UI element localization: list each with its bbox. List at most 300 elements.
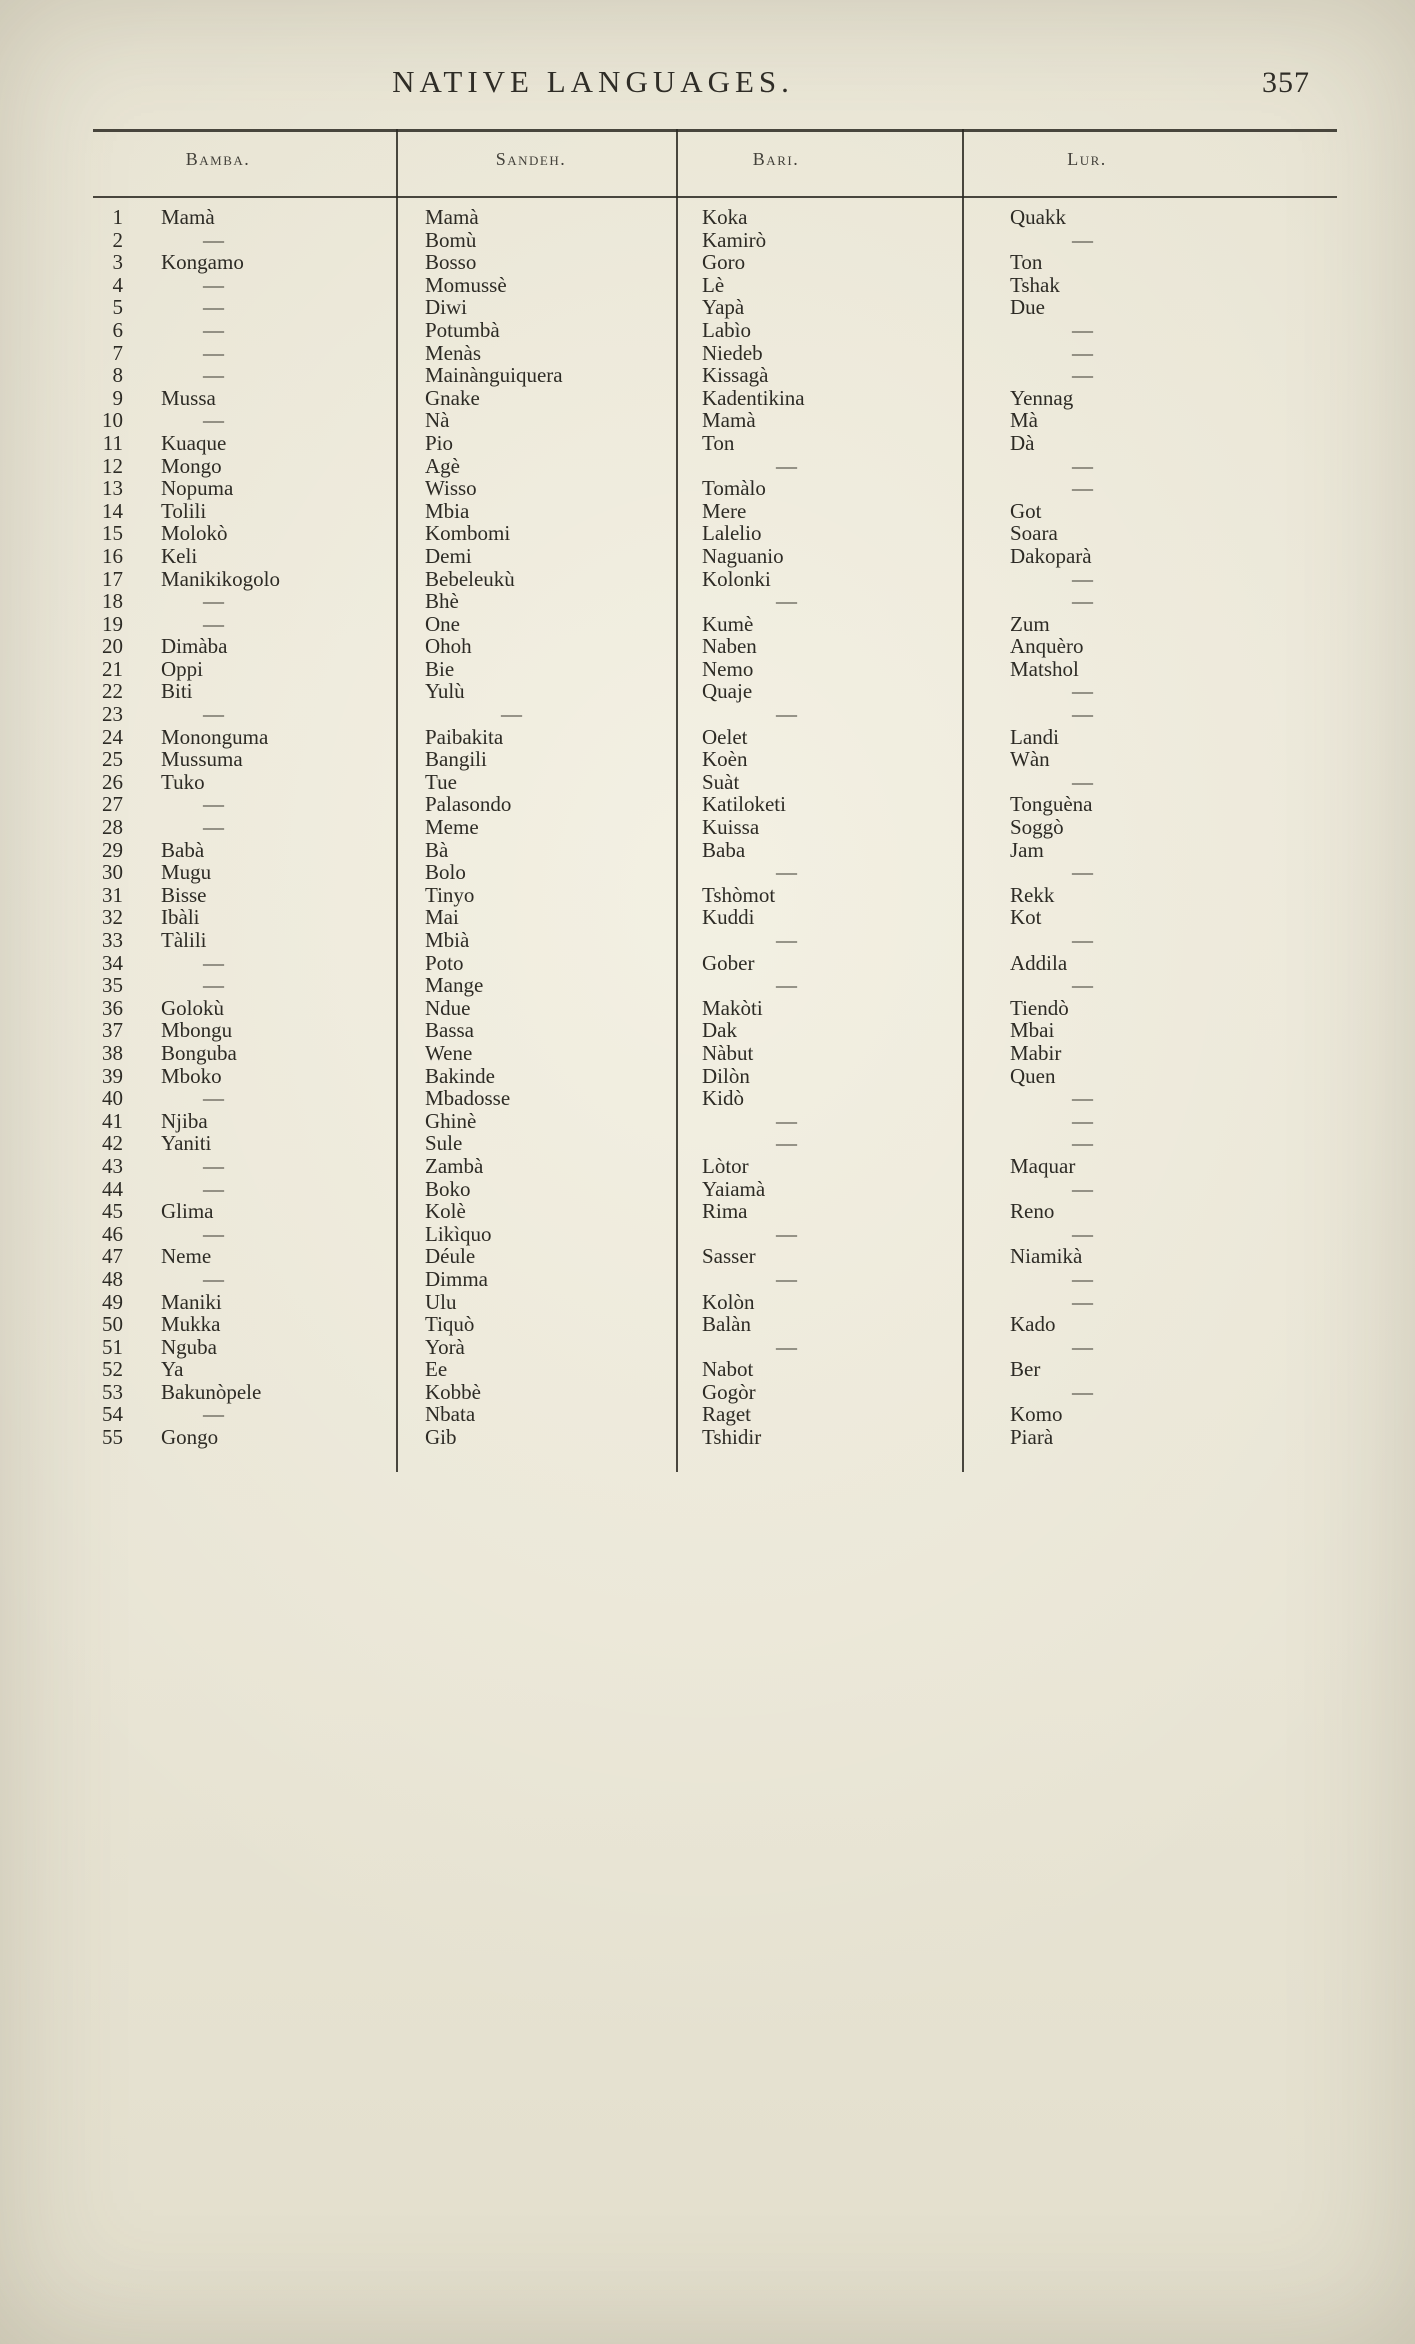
table-row: [93, 319, 1337, 342]
cell-lur: Soara: [1010, 521, 1058, 546]
cell-bari: —: [776, 1221, 797, 1246]
cell-bari: —: [776, 928, 797, 952]
cell-sandeh: Déule: [425, 1244, 476, 1269]
row-number: 37: [102, 1018, 123, 1043]
row-number: 20: [102, 634, 123, 659]
cell-bamba: Mbongu: [161, 1018, 233, 1043]
cell-bamba: Oppi: [161, 656, 203, 681]
column-header-bamba: Bamba.: [185, 149, 251, 169]
row-number: 35: [102, 973, 123, 998]
row-number: 27: [102, 792, 123, 817]
cell-bari: Quaje: [702, 679, 753, 704]
table-row: [93, 658, 1337, 681]
table-row: [93, 568, 1337, 591]
table-row: [93, 387, 1337, 410]
cell-sandeh: Wene: [425, 1040, 473, 1065]
table-row: [93, 342, 1337, 365]
cell-bari: —: [776, 589, 797, 614]
cell-sandeh: Bassa: [425, 1018, 474, 1043]
cell-bari: —: [776, 1266, 797, 1291]
table-row: [93, 1381, 1337, 1404]
cell-bari: Nabot: [702, 1357, 754, 1382]
table-row: [93, 296, 1337, 319]
cell-lur: Reno: [1010, 1199, 1055, 1224]
cell-lur: —: [1072, 1086, 1093, 1111]
cell-lur: Wàn: [1010, 747, 1050, 772]
cell-bari: Naguanio: [702, 543, 784, 568]
row-number: 7: [112, 340, 123, 365]
cell-sandeh: Zambà: [425, 1153, 484, 1178]
cell-lur: —: [1072, 860, 1093, 885]
row-number: 6: [112, 317, 123, 342]
cell-bari: Niedeb: [702, 340, 763, 365]
row-number: 41: [102, 1108, 123, 1133]
row-number: 14: [102, 498, 123, 523]
page-title: NATIVE LANGUAGES.: [392, 64, 794, 99]
cell-bari: Nàbut: [702, 1040, 754, 1065]
row-number: 25: [102, 747, 123, 772]
cell-sandeh: Yorà: [425, 1334, 465, 1359]
page-number: 357: [1262, 66, 1310, 99]
cell-bamba: Nopuma: [161, 476, 234, 501]
table-row: [93, 409, 1337, 432]
cell-bari: Yapà: [702, 295, 745, 320]
cell-lur: —: [1072, 227, 1093, 252]
cell-sandeh: Ghinè: [425, 1108, 477, 1133]
cell-bamba: Kongamo: [161, 250, 244, 275]
cell-bamba: Manikikogolo: [161, 566, 280, 591]
table-top-rule: [93, 129, 1337, 132]
row-number: 45: [102, 1199, 123, 1224]
cell-bari: Kadentikina: [702, 385, 805, 410]
row-number: 24: [102, 724, 123, 749]
cell-bamba: Golokù: [161, 995, 224, 1020]
cell-sandeh: Poto: [425, 950, 464, 975]
cell-bamba: —: [203, 1402, 224, 1427]
row-number: 22: [102, 679, 123, 704]
cell-sandeh: Mbadosse: [425, 1086, 511, 1111]
table-row: [93, 1065, 1337, 1088]
cell-sandeh: Ulu: [425, 1289, 457, 1314]
row-number: 12: [102, 453, 123, 478]
table-row: [93, 274, 1337, 297]
table-row: [93, 974, 1337, 997]
cell-sandeh: Nà: [425, 408, 450, 433]
row-number: 40: [102, 1086, 123, 1111]
cell-lur: Ber: [1010, 1357, 1041, 1382]
table-row: [93, 432, 1337, 455]
cell-bamba: Glima: [161, 1199, 214, 1224]
table-row: [93, 545, 1337, 568]
cell-bari: Baba: [702, 837, 746, 862]
cell-lur: Komo: [1010, 1402, 1063, 1427]
cell-lur: Mbai: [1010, 1018, 1055, 1043]
cell-bari: —: [776, 973, 797, 998]
row-number: 52: [102, 1357, 123, 1382]
table-row: [93, 1132, 1337, 1155]
row-number: 19: [102, 611, 123, 636]
row-number: 29: [102, 837, 123, 862]
cell-bamba: —: [203, 815, 224, 840]
row-number: 9: [112, 385, 123, 410]
row-number: 55: [102, 1425, 123, 1450]
cell-bamba: Tuko: [161, 769, 205, 794]
cell-sandeh: Kobbè: [425, 1379, 481, 1404]
table-row: [93, 839, 1337, 862]
cell-lur: Mabir: [1010, 1040, 1062, 1065]
cell-bamba: Njiba: [161, 1108, 208, 1133]
row-number: 31: [102, 882, 123, 907]
row-number: 33: [102, 928, 123, 952]
table-row: [93, 1223, 1337, 1246]
cell-bamba: —: [203, 792, 224, 817]
cell-bamba: Bonguba: [161, 1040, 237, 1065]
cell-bari: Ton: [702, 430, 735, 455]
cell-sandeh: Mbia: [425, 498, 470, 523]
cell-lur: —: [1072, 363, 1093, 388]
table-row: [93, 726, 1337, 749]
cell-lur: Zum: [1010, 611, 1050, 636]
cell-bari: Suàt: [702, 769, 740, 794]
cell-bamba: Mussuma: [161, 747, 243, 772]
cell-sandeh: Likìquo: [425, 1221, 492, 1246]
table-row: [93, 1087, 1337, 1110]
cell-sandeh: Potumbà: [425, 317, 500, 342]
cell-sandeh: Bakinde: [425, 1063, 495, 1088]
table-rows: [93, 206, 1337, 1449]
cell-bamba: —: [203, 1221, 224, 1246]
cell-bari: Kidò: [702, 1086, 744, 1111]
cell-bari: Labìo: [702, 317, 751, 342]
table-row: [93, 251, 1337, 274]
cell-sandeh: Gib: [425, 1425, 457, 1450]
cell-bari: Yaiamà: [702, 1176, 766, 1201]
cell-sandeh: —: [501, 702, 522, 727]
table-row: [93, 635, 1337, 658]
row-number: 1: [112, 205, 123, 229]
table-row: [93, 952, 1337, 975]
cell-bamba: —: [203, 227, 224, 252]
table-row: [93, 500, 1337, 523]
table-row: [93, 703, 1337, 726]
cell-bari: Mere: [702, 498, 747, 523]
cell-sandeh: Tiquò: [425, 1312, 475, 1337]
cell-lur: —: [1072, 769, 1093, 794]
cell-bamba: Ya: [161, 1357, 184, 1382]
column-header-sandeh: Sandeh.: [495, 149, 567, 169]
cell-bamba: Babà: [161, 837, 205, 862]
cell-bari: Nemo: [702, 656, 754, 681]
cell-lur: Ton: [1010, 250, 1043, 275]
cell-bamba: —: [203, 272, 224, 297]
table-row: [93, 906, 1337, 929]
table-row: [93, 522, 1337, 545]
cell-lur: —: [1072, 1221, 1093, 1246]
row-number: 47: [102, 1244, 123, 1269]
cell-lur: Mà: [1010, 408, 1038, 433]
cell-sandeh: Bomù: [425, 227, 477, 252]
cell-bamba: Mukka: [161, 1312, 221, 1337]
row-number: 43: [102, 1153, 123, 1178]
table-row: [93, 477, 1337, 500]
cell-sandeh: Mange: [425, 973, 484, 998]
cell-bamba: Tolili: [161, 498, 207, 523]
table-row: [93, 861, 1337, 884]
cell-bari: Kamirò: [702, 227, 767, 252]
cell-lur: —: [1072, 1289, 1093, 1314]
cell-bari: Tshòmot: [702, 882, 776, 907]
cell-lur: —: [1072, 1176, 1093, 1201]
cell-bari: Kuissa: [702, 815, 760, 840]
cell-bari: Katiloketi: [702, 792, 786, 817]
cell-bamba: —: [203, 1176, 224, 1201]
cell-lur: Soggò: [1010, 815, 1064, 840]
cell-bari: —: [776, 860, 797, 885]
row-number: 23: [102, 702, 123, 727]
cell-sandeh: Bie: [425, 656, 455, 681]
cell-bamba: —: [203, 340, 224, 365]
cell-sandeh: Kolè: [425, 1199, 466, 1224]
row-number: 51: [102, 1334, 123, 1359]
row-number: 50: [102, 1312, 123, 1337]
cell-sandeh: Agè: [425, 453, 460, 478]
cell-bari: Goro: [702, 250, 746, 275]
cell-bari: Oelet: [702, 724, 748, 749]
cell-lur: —: [1072, 1379, 1093, 1404]
cell-sandeh: Tue: [425, 769, 457, 794]
cell-sandeh: Bà: [425, 837, 449, 862]
table-row: [93, 1358, 1337, 1381]
cell-bari: Kissagà: [702, 363, 769, 388]
table-row: [93, 1110, 1337, 1133]
cell-bari: —: [776, 453, 797, 478]
row-number: 36: [102, 995, 123, 1020]
cell-lur: Piarà: [1010, 1425, 1054, 1450]
cell-lur: Tonguèna: [1010, 792, 1093, 817]
row-number: 21: [102, 656, 123, 681]
cell-bamba: —: [203, 317, 224, 342]
cell-lur: Addila: [1010, 950, 1068, 975]
cell-sandeh: Demi: [425, 543, 472, 568]
cell-sandeh: Menàs: [425, 340, 481, 365]
table-row: [93, 206, 1337, 229]
cell-lur: Kado: [1010, 1312, 1056, 1337]
cell-lur: —: [1072, 1334, 1093, 1359]
cell-lur: —: [1072, 566, 1093, 591]
table-row: [93, 1245, 1337, 1268]
cell-bari: Lè: [702, 272, 725, 297]
cell-bari: Sasser: [702, 1244, 756, 1269]
cell-bari: —: [776, 1334, 797, 1359]
cell-lur: Matshol: [1010, 656, 1079, 681]
row-number: 16: [102, 543, 123, 568]
row-number: 4: [112, 272, 123, 297]
cell-sandeh: Meme: [425, 815, 479, 840]
cell-sandeh: Pio: [425, 430, 454, 455]
cell-bamba: Neme: [161, 1244, 212, 1269]
row-number: 18: [102, 589, 123, 614]
cell-bamba: Mongo: [161, 453, 222, 478]
cell-lur: —: [1072, 1131, 1093, 1156]
cell-bamba: Molokò: [161, 521, 228, 546]
cell-bari: Koèn: [702, 747, 748, 772]
cell-sandeh: Mamà: [425, 205, 479, 229]
row-number: 5: [112, 295, 123, 320]
cell-bamba: Kuaque: [161, 430, 227, 455]
cell-bari: Kumè: [702, 611, 754, 636]
row-number: 39: [102, 1063, 123, 1088]
cell-bari: Lòtor: [702, 1153, 749, 1178]
cell-bari: Makòti: [702, 995, 763, 1020]
table-row: [93, 748, 1337, 771]
cell-bamba: —: [203, 611, 224, 636]
row-number: 48: [102, 1266, 123, 1291]
cell-bari: Tomàlo: [702, 476, 766, 501]
cell-sandeh: Yulù: [425, 679, 465, 704]
cell-lur: Quakk: [1010, 205, 1066, 229]
row-number: 53: [102, 1379, 123, 1404]
cell-bamba: —: [203, 408, 224, 433]
cell-sandeh: Palasondo: [425, 792, 512, 817]
row-number: 8: [112, 363, 123, 388]
cell-sandeh: Kombomi: [425, 521, 511, 546]
row-number: 26: [102, 769, 123, 794]
cell-bari: —: [776, 1108, 797, 1133]
cell-bamba: —: [203, 1153, 224, 1178]
cell-sandeh: Nbata: [425, 1402, 476, 1427]
cell-bari: Mamà: [702, 408, 756, 433]
cell-lur: Kot: [1010, 905, 1042, 930]
table-row: [93, 1268, 1337, 1291]
cell-bari: Tshidir: [702, 1425, 762, 1450]
cell-sandeh: Mai: [425, 905, 459, 930]
row-number: 11: [102, 430, 123, 455]
cell-bamba: Mononguma: [161, 724, 269, 749]
cell-bamba: Bisse: [161, 882, 207, 907]
cell-bamba: Mamà: [161, 205, 215, 229]
cell-bamba: Maniki: [161, 1289, 222, 1314]
row-number: 49: [102, 1289, 123, 1314]
table-header-rule: [93, 196, 1337, 198]
cell-sandeh: Gnake: [425, 385, 480, 410]
row-number: 30: [102, 860, 123, 885]
table-row: [93, 613, 1337, 636]
cell-lur: —: [1072, 589, 1093, 614]
cell-lur: —: [1072, 1108, 1093, 1133]
cell-bamba: Mboko: [161, 1063, 222, 1088]
cell-bari: Gober: [702, 950, 755, 975]
row-number: 46: [102, 1221, 123, 1246]
column-header-bari: Bari.: [752, 149, 800, 169]
cell-bari: Naben: [702, 634, 757, 659]
cell-sandeh: Bangili: [425, 747, 487, 772]
cell-bamba: —: [203, 589, 224, 614]
cell-bari: Kolonki: [702, 566, 771, 591]
cell-sandeh: Dimma: [425, 1266, 488, 1291]
table-row: [93, 680, 1337, 703]
cell-lur: Yennag: [1010, 385, 1074, 410]
cell-lur: Landi: [1010, 724, 1059, 749]
column-header-lur: Lur.: [1067, 149, 1107, 169]
row-number: 28: [102, 815, 123, 840]
cell-lur: Tiendò: [1010, 995, 1069, 1020]
cell-bamba: Bakunòpele: [161, 1379, 262, 1404]
table-row: [93, 455, 1337, 478]
row-number: 10: [102, 408, 123, 433]
table-row: [93, 1019, 1337, 1042]
cell-lur: —: [1072, 317, 1093, 342]
cell-lur: Tshak: [1010, 272, 1060, 297]
cell-lur: Dà: [1010, 430, 1035, 455]
row-number: 44: [102, 1176, 123, 1201]
cell-lur: —: [1072, 340, 1093, 365]
cell-lur: —: [1072, 702, 1093, 727]
cell-bari: Raget: [702, 1402, 751, 1427]
table-row: [93, 1291, 1337, 1314]
cell-bamba: —: [203, 973, 224, 998]
cell-sandeh: Tinyo: [425, 882, 475, 907]
table-row: [93, 793, 1337, 816]
cell-lur: —: [1072, 679, 1093, 704]
cell-sandeh: Diwi: [425, 295, 467, 320]
cell-lur: Anquèro: [1010, 634, 1084, 659]
table-row: [93, 1313, 1337, 1336]
table-row: [93, 929, 1337, 952]
cell-bari: Dak: [702, 1018, 737, 1043]
cell-lur: Rekk: [1010, 882, 1055, 907]
cell-bari: —: [776, 1131, 797, 1156]
cell-bamba: Gongo: [161, 1425, 219, 1450]
cell-bamba: Keli: [161, 543, 198, 568]
cell-lur: Got: [1010, 498, 1042, 523]
cell-bamba: Ibàli: [161, 905, 200, 930]
cell-bamba: Mussa: [161, 385, 216, 410]
cell-sandeh: Boko: [425, 1176, 471, 1201]
row-number: 54: [102, 1402, 123, 1427]
cell-bamba: —: [203, 950, 224, 975]
table-row: [93, 1426, 1337, 1449]
cell-sandeh: Ndue: [425, 995, 471, 1020]
table-row: [93, 1200, 1337, 1223]
cell-sandeh: Mbià: [425, 928, 470, 952]
cell-sandeh: Mainànguiquera: [425, 363, 563, 388]
cell-bamba: —: [203, 1266, 224, 1291]
cell-bamba: —: [203, 295, 224, 320]
cell-sandeh: Sule: [425, 1131, 463, 1156]
cell-lur: —: [1072, 453, 1093, 478]
cell-lur: Niamikà: [1010, 1244, 1083, 1269]
table-row: [93, 590, 1337, 613]
table-row: [93, 1336, 1337, 1359]
row-number: 13: [102, 476, 123, 501]
cell-bari: Balàn: [702, 1312, 751, 1337]
cell-lur: —: [1072, 476, 1093, 501]
cell-bari: Lalelio: [702, 521, 762, 546]
row-number: 17: [102, 566, 123, 591]
cell-bari: Kuddi: [702, 905, 755, 930]
cell-bari: Kolòn: [702, 1289, 755, 1314]
table-row: [93, 997, 1337, 1020]
cell-bamba: —: [203, 702, 224, 727]
cell-bamba: —: [203, 363, 224, 388]
cell-lur: —: [1072, 973, 1093, 998]
row-number: 2: [112, 227, 123, 252]
table-row: [93, 771, 1337, 794]
table-row: [93, 364, 1337, 387]
cell-sandeh: Wisso: [425, 476, 477, 501]
table-row: [93, 816, 1337, 839]
cell-sandeh: One: [425, 611, 460, 636]
